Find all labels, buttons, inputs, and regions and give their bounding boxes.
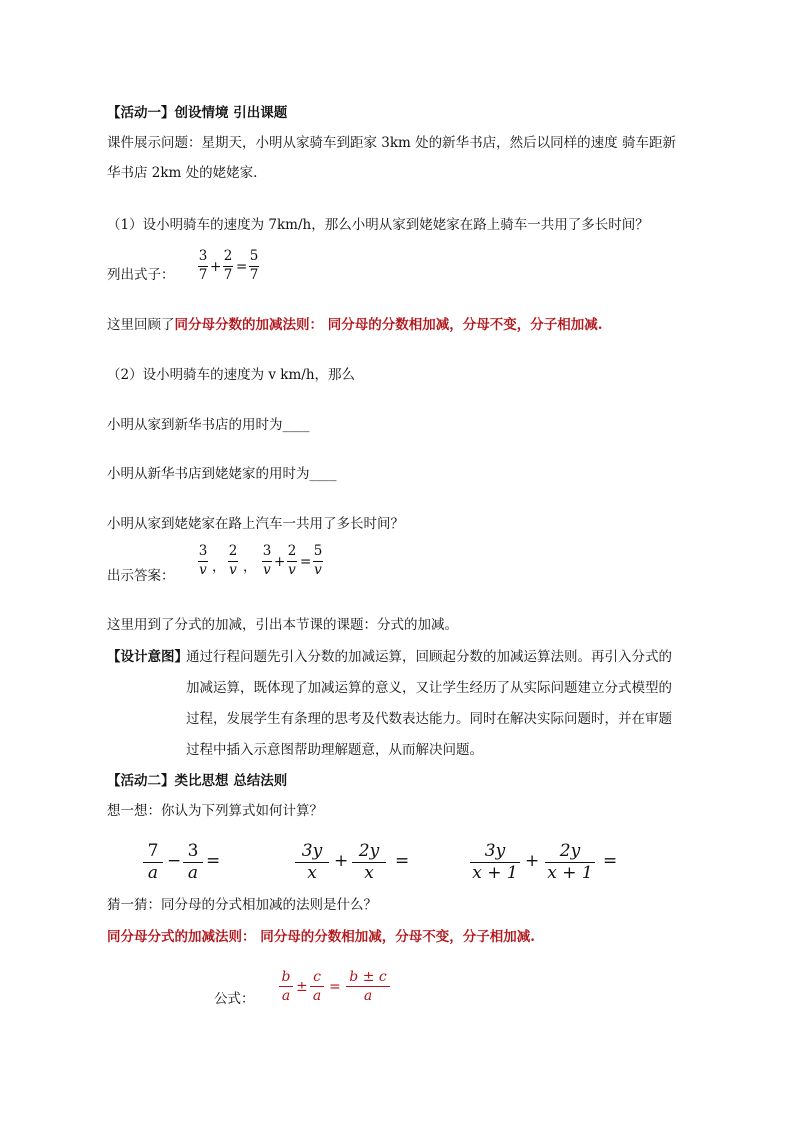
fraction-3y-x-plus-1 [470, 843, 520, 882]
denominator: x + 1 [547, 863, 593, 883]
numerator: 2 [223, 248, 233, 264]
numerator: 3 [198, 543, 208, 559]
formula-label: 公式： [214, 991, 255, 1007]
numerator: 2 [228, 543, 238, 559]
design-intent-label: 【设计意图】 [107, 649, 188, 665]
expression-label: 列出式子： [107, 267, 175, 283]
fraction-b-pm-c-over-a [346, 970, 390, 1003]
rule-red-line: 同分母分式的加减法则： 同分母的分数相加减，分母不变，分子相加减. [107, 929, 535, 945]
equals-sign: = [236, 259, 248, 275]
conclusion-line: 这里用到了分式的加减，引出本节课的课题：分式的加减。 [107, 617, 458, 633]
numerator: 3 [262, 543, 272, 559]
denominator: x [307, 863, 317, 883]
denominator: v [229, 561, 237, 578]
fraction-3-v [198, 545, 208, 577]
equals-sign: = [603, 851, 618, 871]
question-2: （2）设小明骑车的速度为 v km/h，那么 [107, 367, 356, 383]
denominator: v [263, 561, 271, 578]
plus-sign: + [525, 851, 540, 871]
denominator: x [364, 863, 374, 883]
plus-sign: + [334, 851, 349, 871]
denominator: a [281, 988, 291, 1004]
numerator: 5 [249, 248, 259, 264]
denominator: 7 [223, 266, 233, 283]
equals-sign: = [300, 554, 312, 570]
intro-line-1: 课件展示问题：星期天，小明从家骑车到距家 3km 处的新华书店，然后以同样的速度 骑车距新 [107, 135, 676, 151]
line-time-to-grandma: 小明从新华书店到姥姥家的用时为____ [107, 466, 337, 482]
denominator: v [314, 561, 322, 578]
numerator: 3 [198, 248, 208, 264]
numerator: 3y [484, 841, 506, 861]
fraction-3-a [183, 843, 203, 882]
design-intent-line-4: 过程中插入示意图帮助理解题意，从而解决问题。 [186, 742, 483, 758]
denominator: v [288, 561, 296, 578]
design-intent-line-3: 过程，发展学生有条理的思考及代数表达能力。同时在解决实际问题时，并在审题 [186, 711, 672, 727]
fraction-2-7 [223, 250, 233, 282]
fraction-5-7 [249, 250, 259, 282]
design-intent-line-1: 通过行程问题先引入分数的加减运算，回顾起分数的加减运算法则。再引入分式的 [186, 649, 672, 665]
design-intent-line-2: 加减运算，既体现了加减运算的意义，又让学生经历了从实际问题建立分式模型的 [186, 680, 672, 696]
denominator: v [199, 561, 207, 578]
review-line [107, 316, 602, 334]
fraction-c-a [310, 970, 324, 1003]
numerator: c [313, 969, 321, 985]
numerator: b ± c [349, 969, 387, 985]
fraction-3-7 [198, 250, 208, 282]
review-prefix: 这里回顾了 [107, 317, 175, 333]
fraction-5-v [313, 545, 323, 577]
fraction-2-v [228, 545, 238, 577]
denominator: 7 [249, 266, 259, 283]
plus-sign: + [210, 259, 222, 275]
review-rule-red: 同分母分数的加减法则： 同分母的分数相加减，分母不变，分子相加减. [174, 317, 603, 333]
minus-sign: − [167, 851, 182, 871]
equals-sign: = [329, 979, 341, 995]
fraction-2y-x [352, 843, 386, 882]
denominator: a [147, 863, 159, 883]
activity1-heading: 【活动一】创设情境 引出课题 [107, 105, 288, 121]
numerator: 2 [287, 543, 297, 559]
fraction-2-v-sum [287, 545, 297, 577]
line-total-time: 小明从家到姥姥家在路上汽车一共用了多长时间？ [107, 516, 404, 532]
numerator: 7 [147, 841, 159, 861]
fraction-3y-x [295, 843, 329, 882]
intro-line-2: 华书店 2km 处的姥姥家. [107, 165, 258, 181]
numerator: 3y [301, 841, 323, 861]
numerator: 5 [313, 543, 323, 559]
comma: ， [243, 559, 257, 575]
denominator: x + 1 [472, 863, 518, 883]
comma: ， [212, 559, 226, 575]
fraction-2y-x-plus-1 [545, 843, 595, 882]
fraction-b-a [279, 970, 293, 1003]
denominator: a [187, 863, 199, 883]
equals-sign: = [395, 851, 410, 871]
denominator: a [312, 988, 322, 1004]
denominator: 7 [198, 266, 208, 283]
think-line: 想一想：你认为下列算式如何计算？ [107, 803, 323, 819]
numerator: 2y [358, 841, 380, 861]
guess-line: 猜一猜：同分母的分式相加减的法则是什么？ [107, 897, 377, 913]
line-time-to-store: 小明从家到新华书店的用时为____ [107, 417, 310, 433]
numerator: 3 [187, 841, 199, 861]
denominator: a [363, 988, 373, 1004]
question-1: （1）设小明骑车的速度为 7km/h，那么小明从家到姥姥家在路上骑车一共用了多长时间？ [107, 217, 649, 233]
plus-sign: + [274, 554, 286, 570]
answer-label: 出示答案： [107, 568, 175, 584]
plus-minus-sign: ± [296, 979, 308, 995]
numerator: b [281, 969, 291, 985]
fraction-7-a [143, 843, 163, 882]
numerator: 2y [559, 841, 581, 861]
equals-sign: = [206, 851, 221, 871]
activity2-heading: 【活动二】类比思想 总结法则 [107, 773, 288, 789]
fraction-3-v-sum [262, 545, 272, 577]
